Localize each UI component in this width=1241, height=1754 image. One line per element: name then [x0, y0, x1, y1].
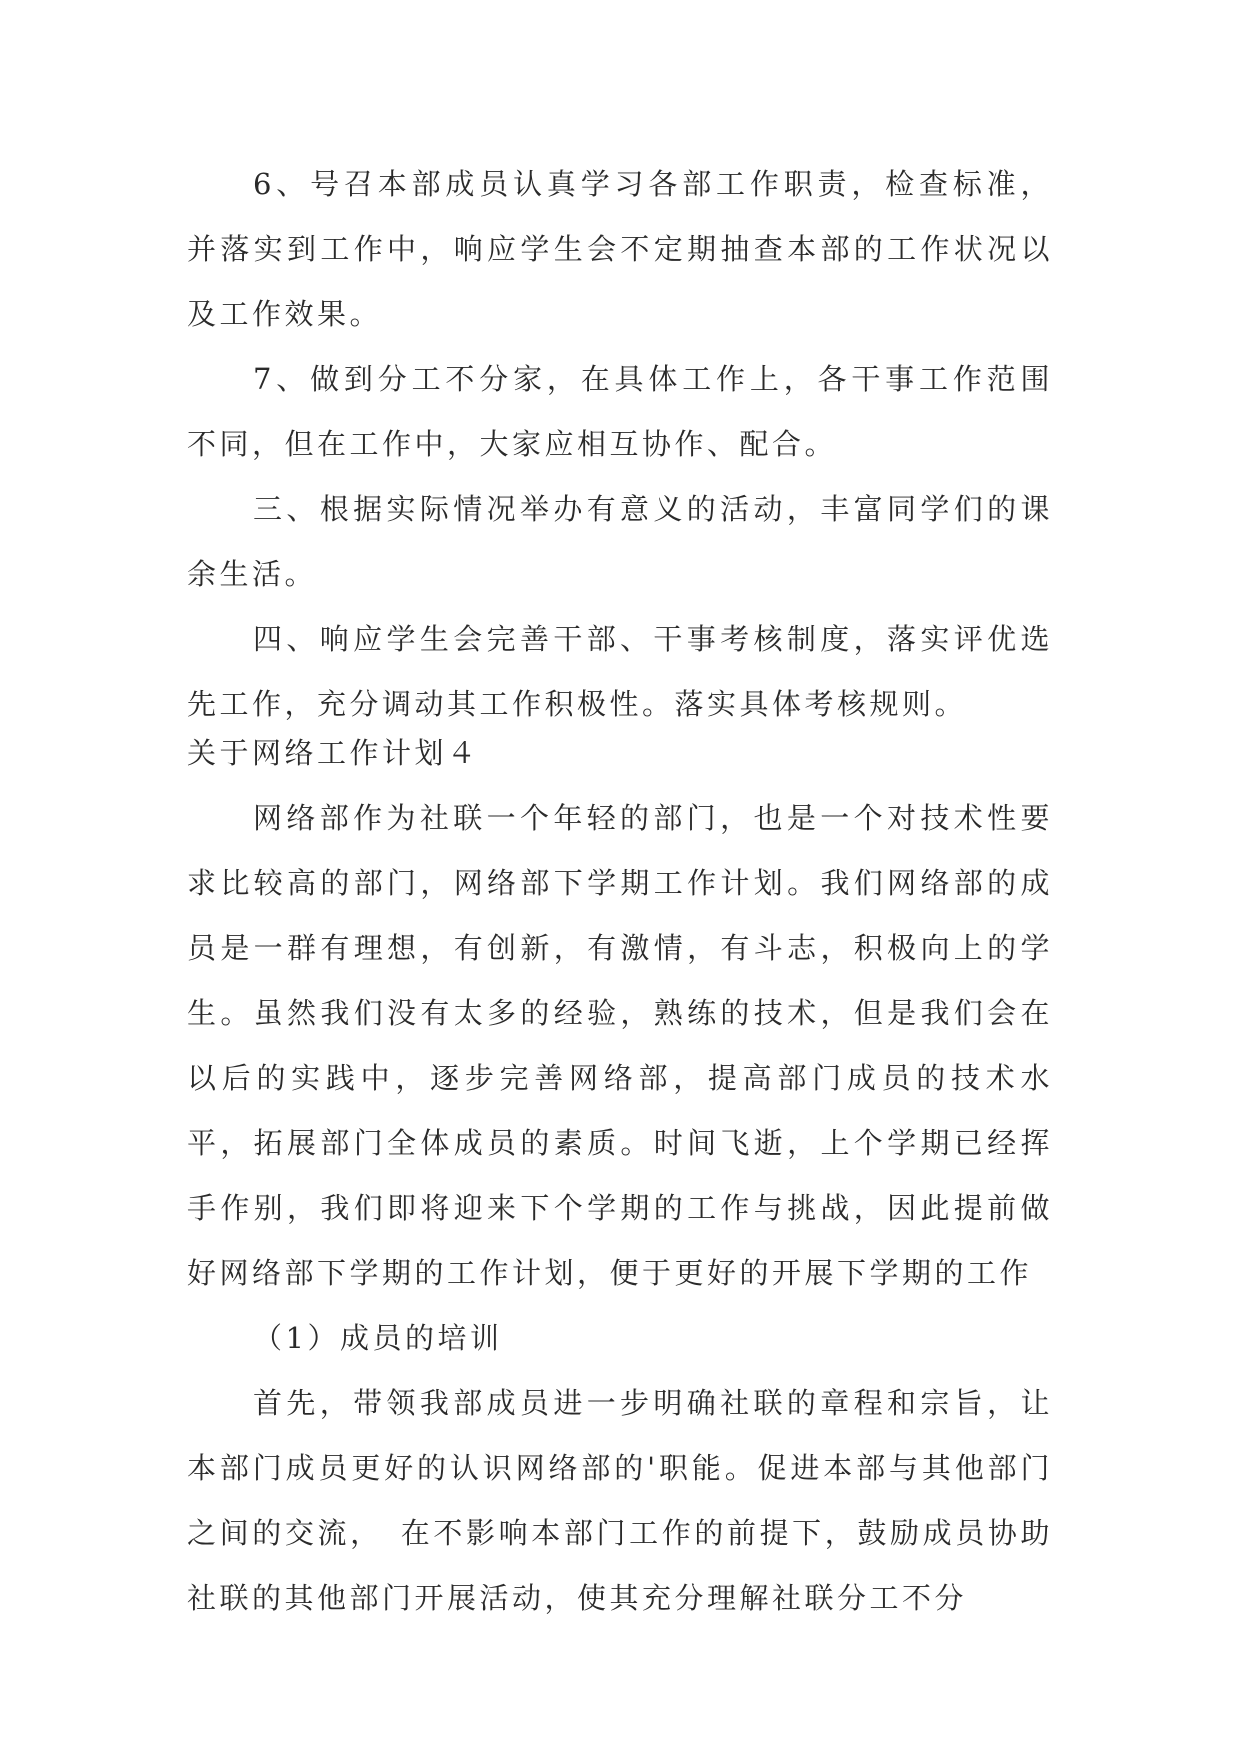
- paragraph-training-body: 首先，带领我部成员进一步明确社联的章程和宗旨，让本部门成员更好的认识网络部的'职能。促进本部与其他部门之间的交流， 在不影响本部门工作的前提下，鼓励成员协助社联的其他部门开展活动，使其充分理解社联分工不分: [187, 1386, 1053, 1615]
- paragraph-section-3: 三、根据实际情况举办有意义的活动，丰富同学们的课余生活。: [187, 492, 1053, 591]
- paragraph-subheading-training: （1）成员的培训: [253, 1321, 503, 1355]
- section-heading: 关于网络工作计划４: [187, 736, 480, 770]
- section-b: [187, 786, 1053, 1631]
- paragraph-item-6: 6、号召本部成员认真学习各部工作职责，检查标准，并落实到工作中，响应学生会不定期抽查本部的工作状况以及工作效果。: [187, 167, 1053, 331]
- paragraph-section-4: 四、响应学生会完善干部、干事考核制度，落实评优选先工作，充分调动其工作积极性。落实具体考核规则。: [187, 622, 1053, 721]
- paragraph-intro: 网络部作为社联一个年轻的部门，也是一个对技术性要求比较高的部门，网络部下学期工作计划。我们网络部的成员是一群有理想，有创新，有激情，有斗志，积极向上的学生。虽然我们没有太多的经验，熟练的技术，但是我们会在以后的实践中，逐步完善网络部，提高部门成员的技术水平，拓展部门全体成员的素质。时间飞逝，上个学期已经挥手作别，我们即将迎来下个学期的工作与挑战，因此提前做好网络部下学期的工作计划，便于更好的开展下学期的工作: [187, 801, 1053, 1290]
- paragraph-item-7: 7、做到分工不分家，在具体工作上，各干事工作范围不同，但在工作中，大家应相互协作、配合。: [187, 362, 1053, 461]
- section-a: [187, 152, 1053, 737]
